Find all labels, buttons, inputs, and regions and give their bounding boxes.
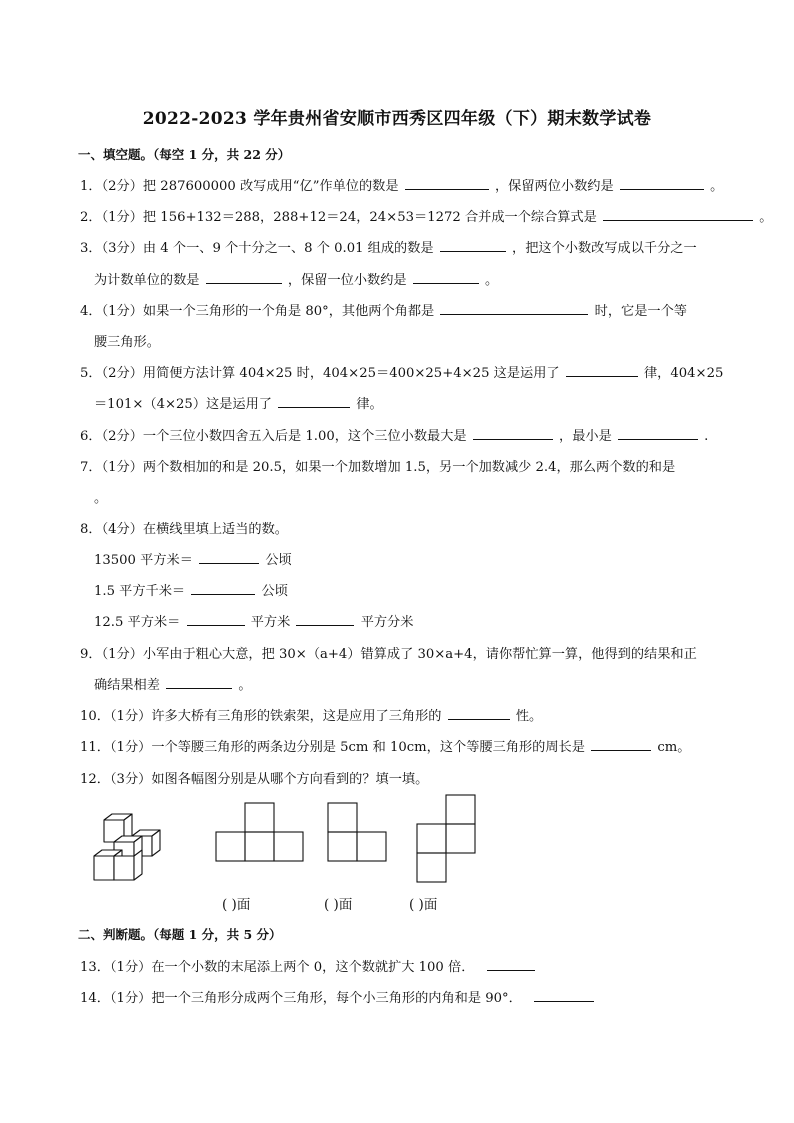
question-8-item-2 xyxy=(94,580,288,599)
view-1-label[interactable]: ( )面 xyxy=(222,897,251,913)
question-9-continued xyxy=(94,674,252,693)
question-6 xyxy=(80,425,708,444)
answer-blank[interactable] xyxy=(591,738,651,751)
question-text: 平方米 xyxy=(250,615,291,630)
question-text: 3．（3分）由 4 个一、9 个十分之一、8 个 0.01 组成的数是 xyxy=(80,241,434,256)
answer-blank[interactable] xyxy=(405,177,489,190)
question-text: ＝101×（4×25）这是运用了 xyxy=(94,397,272,412)
question-13 xyxy=(80,956,537,975)
question-1 xyxy=(80,175,723,194)
question-text: 律。 xyxy=(356,397,383,412)
question-5 xyxy=(80,362,723,381)
question-text: 13．（1分）在一个小数的末尾添上两个 0，这个数就扩大 100 倍． xyxy=(80,960,475,975)
question-text: 13500 平方米＝ xyxy=(94,553,193,568)
question-text: 10．（1分）许多大桥有三角形的铁索架，这是应用了三角形的 xyxy=(80,709,442,724)
question-2 xyxy=(80,206,772,225)
answer-blank[interactable] xyxy=(440,239,506,252)
question-text: . xyxy=(704,429,709,444)
question-text: 时，它是一个等 xyxy=(594,304,687,319)
cube-stack-figure xyxy=(94,814,160,880)
question-7-continued xyxy=(94,487,107,506)
question-text: 2．（1分）把 156+132＝288，288+12＝24，24×53＝1272 合并成一个综合算式是 xyxy=(80,210,597,225)
question-text: 。 xyxy=(485,273,499,288)
question-14 xyxy=(80,987,596,1006)
page-title: 2022-2023 学年贵州省安顺市西秀区四年级（下）期末数学试卷 xyxy=(142,109,652,129)
view-3-label[interactable]: ( )面 xyxy=(409,897,438,913)
question-text: 公顷 xyxy=(261,584,288,599)
question-text: 5．（2分）用简便方法计算 404×25 时，404×25＝400×25+4×25 这是运用了 xyxy=(80,366,560,381)
question-text: 律，404×25 xyxy=(644,366,724,381)
question-text: 11．（1分）一个等腰三角形的两条边分别是 5cm 和 10cm，这个等腰三角形的周长是 xyxy=(80,740,585,755)
question-12: 12．（3分）如图各幅图分别是从哪个方向看到的？填一填。 xyxy=(80,772,429,787)
question-4-continued: 腰三角形。 xyxy=(94,335,160,350)
answer-blank[interactable] xyxy=(187,613,245,626)
question-text: 平方分米 xyxy=(360,615,414,630)
answer-blank[interactable] xyxy=(296,613,354,626)
answer-blank[interactable] xyxy=(618,427,698,440)
answer-blank[interactable] xyxy=(473,427,553,440)
question-text: ，保留两位小数约是 xyxy=(494,179,614,194)
question-10 xyxy=(80,705,542,724)
question-text: 4．（1分）如果一个三角形的一个角是 80°，其他两个角都是 xyxy=(80,304,435,319)
answer-blank[interactable] xyxy=(603,208,753,221)
view-2-figure xyxy=(328,803,386,861)
answer-blank[interactable] xyxy=(534,989,594,1002)
question-text: cm。 xyxy=(657,740,691,755)
answer-blank[interactable] xyxy=(278,395,350,408)
question-4 xyxy=(80,300,687,319)
question-text: ，最小是 xyxy=(559,429,612,444)
question-text: 性。 xyxy=(515,709,543,724)
answer-blank[interactable] xyxy=(166,676,232,689)
answer-blank[interactable] xyxy=(620,177,704,190)
answer-blank[interactable] xyxy=(448,707,510,720)
question-text: ，把这个小数改写成以千分之一 xyxy=(512,241,697,256)
question-text: 12.5 平方米＝ xyxy=(94,615,181,630)
view-2-label[interactable]: ( )面 xyxy=(324,897,353,913)
question-8-item-3 xyxy=(94,611,413,630)
question-text: 1.5 平方千米＝ xyxy=(94,584,186,599)
question-text: 6．（2分）一个三位小数四舍五入后是 1.00，这个三位小数最大是 xyxy=(80,429,467,444)
section-heading-fill-in: 一、填空题。（每空 1 分，共 22 分） xyxy=(78,147,291,162)
answer-blank[interactable] xyxy=(440,302,588,315)
question-text: ，保留一位小数约是 xyxy=(287,273,407,288)
question-text: 。 xyxy=(759,210,773,225)
question-text: 。 xyxy=(710,179,724,194)
question-text: 。 xyxy=(94,491,108,506)
view-1-figure xyxy=(216,803,303,861)
question-text: 公顷 xyxy=(265,553,292,568)
answer-blank[interactable] xyxy=(206,271,282,284)
answer-blank[interactable] xyxy=(191,582,255,595)
question-3 xyxy=(80,237,697,256)
question-11 xyxy=(80,736,690,755)
section-heading-true-false: 二、判断题。（每题 1 分，共 5 分） xyxy=(78,927,282,942)
question-7: 7．（1分）两个数相加的和是 20.5，如果一个加数增加 1.5，另一个加数减少 2.4，那么两个数的和是 xyxy=(80,460,676,475)
question-text: 。 xyxy=(238,678,252,693)
question-9: 9．（1分）小军由于粗心大意，把 30×（a+4）错算成了 30×a+4，请你帮忙算一算，他得到的结果和正 xyxy=(80,647,697,662)
view-3-figure xyxy=(417,795,475,882)
question-text: 1．（2分）把 287600000 改写成用“亿”作单位的数是 xyxy=(80,179,399,194)
answer-blank[interactable] xyxy=(413,271,479,284)
question-8-item-1 xyxy=(94,549,292,568)
question-8: 8．（4分）在横线里填上适当的数。 xyxy=(80,522,288,537)
question-text: 为计数单位的数是 xyxy=(94,273,200,288)
answer-blank[interactable] xyxy=(487,958,535,971)
question-5-continued xyxy=(94,393,383,412)
question-3-continued xyxy=(94,269,498,288)
question-text: 14．（1分）把一个三角形分成两个三角形，每个小三角形的内角和是 90°． xyxy=(80,991,522,1006)
answer-blank[interactable] xyxy=(566,364,638,377)
answer-blank[interactable] xyxy=(199,551,259,564)
question-text: 确结果相差 xyxy=(94,678,160,693)
